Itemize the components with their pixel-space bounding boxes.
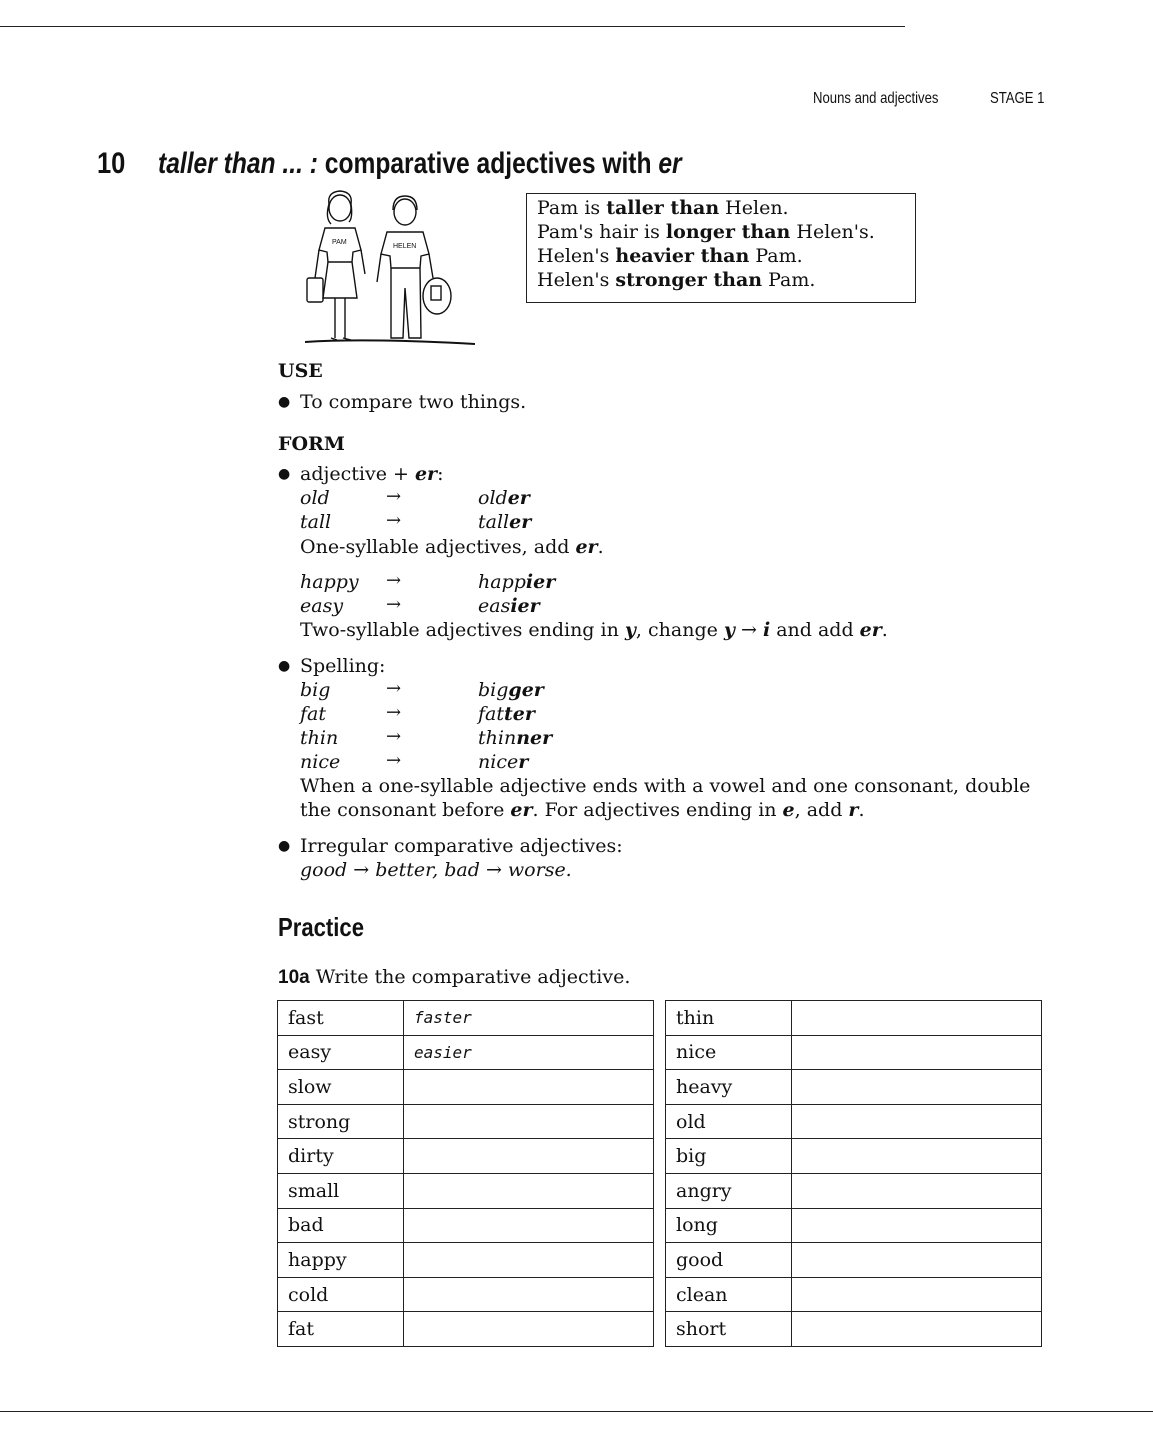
helen-shirt-label: HELEN: [393, 243, 417, 250]
answer-cell[interactable]: [404, 1139, 654, 1174]
top-rule: [0, 26, 905, 27]
answer-cell[interactable]: [792, 1035, 1042, 1070]
form-base-word: thin: [300, 727, 339, 749]
answer-cell[interactable]: [404, 1277, 654, 1312]
answer-cell[interactable]: [792, 1243, 1042, 1278]
table-row: [278, 1173, 654, 1208]
table-row: [666, 1104, 1042, 1139]
running-header-stage: STAGE 1: [990, 90, 1045, 107]
pam-shirt-label: PAM: [332, 239, 347, 246]
form-heading: FORM: [278, 433, 345, 455]
word-cell: slow: [278, 1070, 404, 1105]
arrow-icon: →: [386, 486, 402, 507]
answer-cell[interactable]: [404, 1104, 654, 1139]
answer-cell[interactable]: [792, 1208, 1042, 1243]
word-cell: long: [666, 1208, 792, 1243]
answer-cell[interactable]: [404, 1243, 654, 1278]
form-base-word: nice: [300, 751, 341, 773]
form-note-1: One-syllable adjectives, add er.: [300, 536, 604, 558]
irregular-examples: good → better, bad → worse.: [300, 859, 572, 881]
word-cell: old: [666, 1104, 792, 1139]
answer-cell[interactable]: [792, 1139, 1042, 1174]
bullet-icon: ●: [278, 466, 291, 482]
table-row: [278, 1277, 654, 1312]
arrow-icon: →: [386, 678, 402, 699]
arrow-icon: →: [485, 859, 502, 881]
answer-cell[interactable]: [792, 1312, 1042, 1347]
answer-cell[interactable]: faster: [404, 1001, 654, 1036]
use-text: To compare two things.: [300, 391, 527, 413]
form-comparative-word: nicer: [478, 751, 529, 773]
bullet-icon: ●: [278, 394, 291, 410]
pam-helen-illustration: [305, 188, 475, 350]
form-base-word: happy: [300, 571, 359, 593]
table-row: [666, 1070, 1042, 1105]
arrow-icon: →: [386, 726, 402, 747]
example-box: [526, 193, 916, 303]
table-row: [278, 1208, 654, 1243]
arrow-icon: →: [386, 594, 402, 615]
chapter-number: 10: [97, 147, 126, 180]
answer-cell[interactable]: [404, 1070, 654, 1105]
table-row: [666, 1312, 1042, 1347]
chapter-title: [158, 147, 682, 181]
practice-heading: Practice: [278, 912, 365, 942]
answer-table-right: [665, 1000, 1042, 1347]
use-heading: USE: [278, 360, 323, 382]
answer-cell[interactable]: [792, 1104, 1042, 1139]
table-row: [278, 1139, 654, 1174]
form-base-word: tall: [300, 511, 332, 533]
word-cell: easy: [278, 1035, 404, 1070]
form-note-3a: When a one-syllable adjective ends with a vowel and one consonant, double: [300, 775, 1031, 797]
answer-table-left: [277, 1000, 654, 1347]
table-row: [666, 1139, 1042, 1174]
table-row: [278, 1104, 654, 1139]
word-cell: cold: [278, 1277, 404, 1312]
answer-cell[interactable]: [792, 1070, 1042, 1105]
word-cell: fast: [278, 1001, 404, 1036]
form-base-word: big: [300, 679, 331, 701]
arrow-icon: →: [386, 510, 402, 531]
table-row: [278, 1312, 654, 1347]
word-cell: heavy: [666, 1070, 792, 1105]
table-row: [666, 1035, 1042, 1070]
form-comparative-word: taller: [478, 511, 532, 533]
form-comparative-word: fatter: [478, 703, 535, 725]
form-note-2: Two-syllable adjectives ending in y, change y → i and add er.: [300, 619, 888, 641]
answer-cell[interactable]: [404, 1208, 654, 1243]
answer-cell[interactable]: [792, 1173, 1042, 1208]
chapter-title-italic: taller than ... :: [158, 147, 318, 180]
form-comparative-word: older: [478, 487, 530, 509]
answer-cell[interactable]: easier: [404, 1035, 654, 1070]
table-row: [666, 1173, 1042, 1208]
table-row: [278, 1035, 654, 1070]
bullet-icon: ●: [278, 838, 291, 854]
form-base-word: old: [300, 487, 330, 509]
word-cell: angry: [666, 1173, 792, 1208]
answer-cell[interactable]: [404, 1312, 654, 1347]
answer-cell[interactable]: [792, 1001, 1042, 1036]
example-line: Helen's stronger than Pam.: [537, 269, 816, 291]
arrow-icon: →: [740, 619, 757, 641]
bottom-rule: [0, 1411, 1153, 1412]
word-cell: bad: [278, 1208, 404, 1243]
word-cell: short: [666, 1312, 792, 1347]
form-rule-1: adjective + er:: [300, 463, 444, 485]
word-cell: good: [666, 1243, 792, 1278]
exercise-number: 10a: [278, 967, 310, 988]
chapter-title-main: comparative adjectives with: [317, 147, 659, 180]
example-line: Helen's heavier than Pam.: [537, 245, 803, 267]
word-cell: clean: [666, 1277, 792, 1312]
form-comparative-word: thinner: [478, 727, 553, 749]
form-comparative-word: happier: [478, 571, 556, 593]
arrow-icon: →: [386, 702, 402, 723]
table-row: [278, 1001, 654, 1036]
form-base-word: easy: [300, 595, 344, 617]
form-comparative-word: easier: [478, 595, 540, 617]
table-row: [666, 1277, 1042, 1312]
table-row: [666, 1243, 1042, 1278]
word-cell: nice: [666, 1035, 792, 1070]
form-comparative-word: bigger: [478, 679, 544, 701]
table-row: [666, 1001, 1042, 1036]
word-cell: happy: [278, 1243, 404, 1278]
chapter-title-er: er: [658, 147, 682, 180]
arrow-icon: →: [386, 750, 402, 771]
answer-cell[interactable]: [792, 1277, 1042, 1312]
form-note-3b: the consonant before er. For adjectives ending in e, add r.: [300, 799, 865, 821]
example-line: Pam's hair is longer than Helen's.: [537, 221, 875, 243]
arrow-icon: →: [386, 570, 402, 591]
word-cell: big: [666, 1139, 792, 1174]
table-row: [666, 1208, 1042, 1243]
answer-cell[interactable]: [404, 1173, 654, 1208]
form-base-word: fat: [300, 703, 326, 725]
word-cell: fat: [278, 1312, 404, 1347]
spelling-label: Spelling:: [300, 655, 386, 677]
table-row: [278, 1070, 654, 1105]
irregular-label: Irregular comparative adjectives:: [300, 835, 623, 857]
exercise-instruction: 10a Write the comparative adjective.: [278, 966, 631, 988]
word-cell: dirty: [278, 1139, 404, 1174]
example-line: Pam is taller than Helen.: [537, 197, 789, 219]
running-header-section: Nouns and adjectives: [813, 90, 939, 107]
word-cell: thin: [666, 1001, 792, 1036]
arrow-icon: →: [353, 859, 370, 881]
word-cell: small: [278, 1173, 404, 1208]
word-cell: strong: [278, 1104, 404, 1139]
bullet-icon: ●: [278, 658, 291, 674]
table-row: [278, 1243, 654, 1278]
